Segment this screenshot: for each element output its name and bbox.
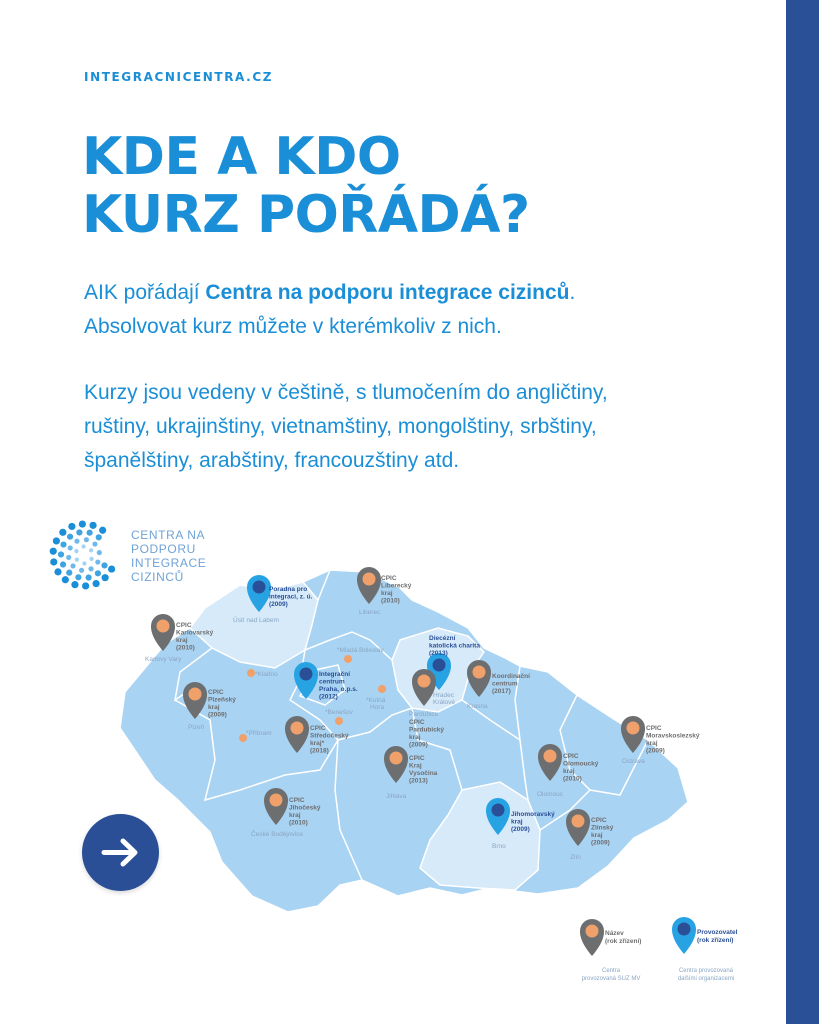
city-dot-mb <box>344 655 352 663</box>
city-pardubice: Pardubice <box>409 711 439 718</box>
label-moravskoslezsky: CPIC Moravskoslezský kraj (2009) <box>646 725 700 755</box>
legend-pin-gray <box>580 919 604 956</box>
city-mb: *Mladá Boleslav <box>337 647 384 654</box>
city-kladno: *Kladno <box>255 671 278 678</box>
languages-line-1: Kurzy jsou vedeny v češtině, s tlumočením do angličtiny, <box>84 381 608 404</box>
label-karlovarsky: CPIC Karlovarský kraj (2010) <box>176 622 214 652</box>
label-liberec: CPIC Liberecký kraj (2010) <box>381 575 412 605</box>
city-krasna: Krasna <box>467 703 488 710</box>
logo-line-4: CIZINCŮ <box>131 570 184 584</box>
logo-line-3: INTEGRACE <box>131 556 207 570</box>
map-legend <box>580 917 738 982</box>
logo-line-1: CENTRA NA <box>131 528 206 542</box>
city-kutna-2: Hora <box>370 704 385 711</box>
city-hk-1: Hradec <box>433 692 454 699</box>
legend-blue-label: Provozovatel (rok zřízení) <box>697 929 738 944</box>
site-domain: INTEGRACNICENTRA.CZ <box>84 70 274 84</box>
label-poradna: Poradna pro integraci, z. ú. (2009) <box>269 586 313 608</box>
label-plzensky: CPIC Plzeňský kraj (2009) <box>208 689 236 719</box>
city-kutna-1: *Kutná <box>366 697 386 704</box>
city-jihlava: Jihlava <box>386 793 407 800</box>
legend-pin-blue <box>672 917 696 954</box>
next-button[interactable] <box>82 814 159 891</box>
city-cb: České Budějovice <box>251 831 304 838</box>
legend-gray-label: Název (rok zřízení) <box>605 930 642 945</box>
label-pardubicky: CPIC Pardubický kraj (2009) <box>409 719 445 749</box>
city-olomouc: Olomouc <box>537 791 564 798</box>
label-jihocesky: CPIC Jihočeský kraj (2010) <box>289 797 321 827</box>
city-dot-kutna <box>378 685 386 693</box>
city-brno: Brno <box>492 843 506 850</box>
label-stredocesky: CPIC Středočeský kraj* (2018) <box>310 725 349 755</box>
intro-suffix: . <box>569 281 576 304</box>
city-dot-kladno <box>247 669 255 677</box>
label-jihomoravsky: Jihomoravský kraj (2009) <box>511 811 555 833</box>
languages-line-3: španělštiny, arabštiny, francouzštiny atd. <box>84 449 460 472</box>
city-zlin: Zlín <box>570 854 581 861</box>
city-plzen: Plzeň <box>188 724 205 731</box>
legend-gray-caption: Centra provozovaná SUZ MV <box>581 968 641 982</box>
city-hk-2: Králové <box>433 699 456 706</box>
intro-prefix: AIK pořádají <box>84 281 206 304</box>
city-liberec: Liberec <box>359 609 381 616</box>
city-benesov: *Benešov <box>325 709 353 716</box>
headline-line-2: KURZ POŘÁDÁ? <box>82 185 530 245</box>
label-olomoucky: CPIC Olomoucký kraj (2010) <box>563 753 599 783</box>
intro-bold: Centra na podporu integrace cizinců <box>205 281 570 304</box>
legend-blue-caption: Centra provozovaná dalšími organizacemi <box>677 968 735 982</box>
city-ostrava: Ostrava <box>622 758 645 765</box>
city-pribram: *Příbram <box>246 730 272 737</box>
label-zlinsky: CPIC Zlínský kraj (2009) <box>591 817 614 847</box>
label-diecezni: Diecézní katolická charita (2013) <box>429 635 480 657</box>
label-vysocina: CPIC Kraj Vysočina (2013) <box>409 755 438 785</box>
city-kv: Karlovy Vary <box>145 656 182 663</box>
city-usti: Ústí nad Labem <box>233 617 279 624</box>
intro-line-2: Absolvovat kurz můžete v kterémkoliv z nich. <box>84 315 502 338</box>
label-koordinacni: Koordinační centrum (2017) <box>492 673 530 695</box>
arrow-right-icon <box>82 814 159 891</box>
city-dot-benesov <box>335 717 343 725</box>
label-icp: Integrační centrum Praha, o.p.s. (2012) <box>319 671 358 701</box>
logo-line-2: PODPORU <box>131 542 196 556</box>
headline-line-1: KDE A KDO <box>82 127 401 187</box>
languages-line-2: ruštiny, ukrajinštiny, vietnamštiny, mongolštiny, srbštiny, <box>84 415 597 438</box>
